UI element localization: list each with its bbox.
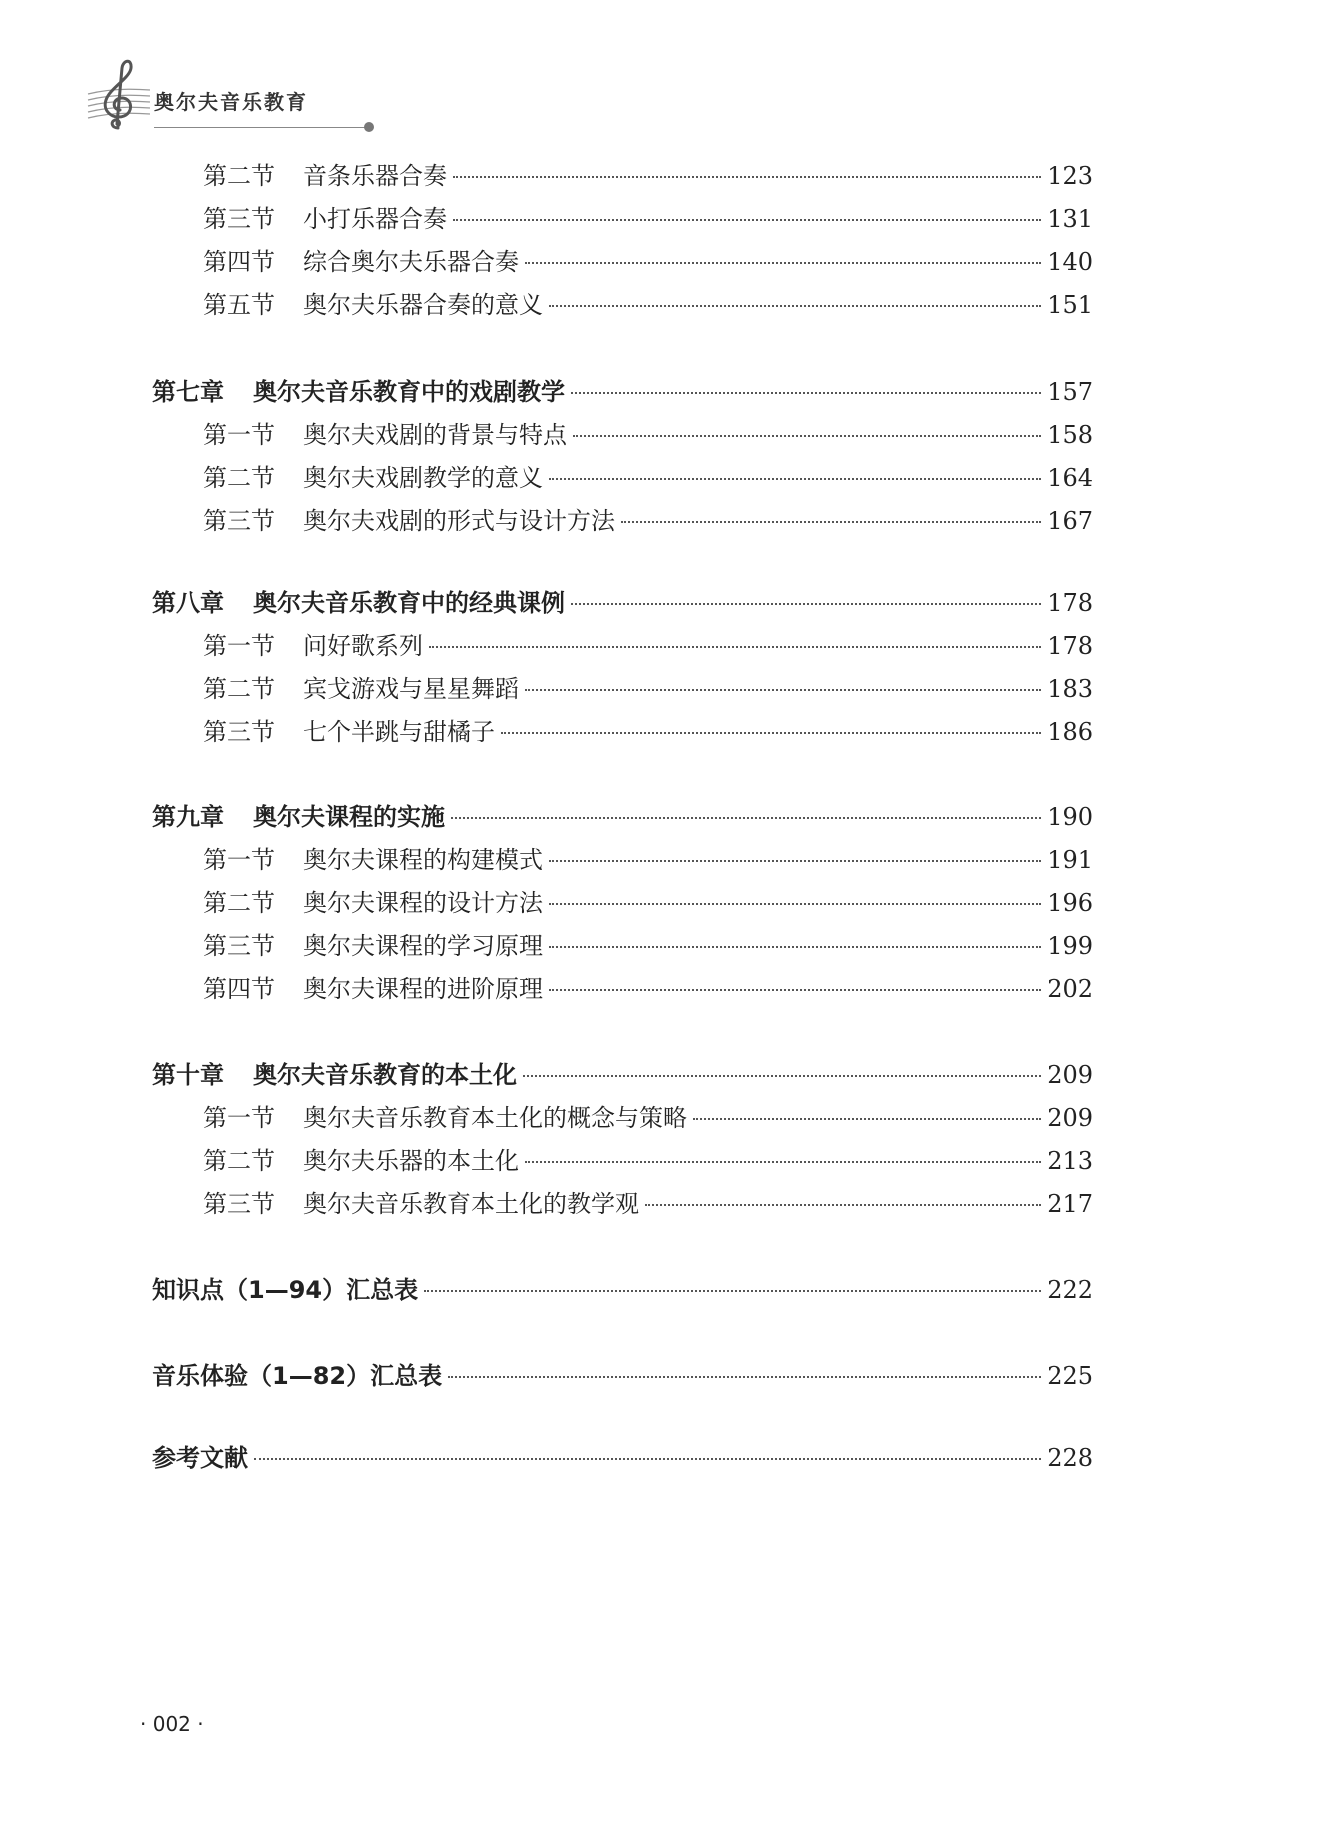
treble-clef-icon [84,54,154,134]
toc-section-entry[interactable] [203,1143,1093,1179]
toc-entry-page: 178 [1047,589,1093,617]
toc-entry-page: 178 [1047,632,1093,660]
toc-entry-title: 问好歌系列 [303,632,423,660]
toc-entry-number: 第五节 [203,291,275,319]
toc-section-entry[interactable] [203,460,1093,496]
dot-leader [571,390,1041,394]
toc-section-entry[interactable] [203,287,1093,323]
toc-entry-page: 199 [1047,932,1093,960]
header-rule [154,127,366,128]
toc-entry-number: 第二节 [203,889,275,917]
dot-leader [501,730,1041,734]
toc-section-entry[interactable] [203,1100,1093,1136]
toc-section-entry[interactable] [203,928,1093,964]
toc-appendix-entry[interactable] [152,1358,1093,1394]
toc-chapter-entry[interactable] [152,374,1093,410]
toc-section-entry[interactable] [203,628,1093,664]
toc-entry-title: 奥尔夫音乐教育的本土化 [253,1061,517,1089]
toc-entry-title: 奥尔夫音乐教育中的经典课例 [253,589,565,617]
toc-entry-number: 第四节 [203,248,275,276]
dot-leader [693,1116,1041,1120]
toc-entry-title: 宾戈游戏与星星舞蹈 [303,675,519,703]
toc-entry-page: 190 [1047,803,1093,831]
toc-entry-title: 奥尔夫戏剧的背景与特点 [303,421,567,449]
toc-entry-page: 191 [1047,846,1093,874]
dot-leader [525,260,1041,264]
toc-section-entry[interactable] [203,971,1093,1007]
toc-entry-page: 158 [1047,421,1093,449]
toc-entry-number: 第一节 [203,632,275,660]
toc-entry-title: 奥尔夫课程的设计方法 [303,889,543,917]
toc-entry-title: 奥尔夫音乐教育本土化的概念与策略 [303,1104,687,1132]
page-number: · 002 · [140,1712,204,1736]
toc-entry-page: 164 [1047,464,1093,492]
toc-section-entry[interactable] [203,671,1093,707]
toc-appendix-entry[interactable] [152,1272,1093,1308]
running-header [84,54,374,134]
toc-entry-page: 213 [1047,1147,1093,1175]
dot-leader [525,687,1041,691]
toc-entry-page: 140 [1047,248,1093,276]
toc-section-entry[interactable] [203,842,1093,878]
dot-leader [254,1456,1041,1460]
toc-entry-number: 第一节 [203,421,275,449]
toc-entry-page: 217 [1047,1190,1093,1218]
toc-entry-number: 第一节 [203,846,275,874]
toc-section-entry[interactable] [203,503,1093,539]
toc-entry-title: 奥尔夫戏剧教学的意义 [303,464,543,492]
toc-entry-page: 196 [1047,889,1093,917]
toc-entry-page: 123 [1047,162,1093,190]
toc-entry-page: 209 [1047,1061,1093,1089]
toc-entry-number: 第二节 [203,464,275,492]
toc-section-entry[interactable] [203,417,1093,453]
toc-entry-number: 第三节 [203,1190,275,1218]
toc-entry-title: 小打乐器合奏 [303,205,447,233]
toc-entry-page: 202 [1047,975,1093,1003]
toc-chapter-entry[interactable] [152,1057,1093,1093]
toc-entry-title: 奥尔夫课程的实施 [253,803,445,831]
toc-entry-page: 228 [1047,1444,1093,1472]
toc-entry-title: 参考文献 [152,1444,248,1472]
toc-appendix-entry[interactable] [152,1440,1093,1476]
toc-entry-number: 第七章 [152,378,224,406]
toc-entry-page: 167 [1047,507,1093,535]
toc-entry-title: 奥尔夫音乐教育本土化的教学观 [303,1190,639,1218]
toc-entry-title: 音条乐器合奏 [303,162,447,190]
dot-leader [453,217,1041,221]
dot-leader [429,644,1041,648]
dot-leader [571,601,1041,605]
dot-leader [424,1288,1041,1292]
toc-entry-title: 奥尔夫课程的构建模式 [303,846,543,874]
toc-entry-page: 209 [1047,1104,1093,1132]
toc-entry-title: 奥尔夫课程的学习原理 [303,932,543,960]
toc-entry-title: 奥尔夫课程的进阶原理 [303,975,543,1003]
toc-entry-page: 183 [1047,675,1093,703]
toc-entry-title: 音乐体验（1—82）汇总表 [152,1362,443,1390]
toc-entry-title: 奥尔夫戏剧的形式与设计方法 [303,507,615,535]
header-title: 奥尔夫音乐教育 [154,90,308,114]
dot-leader [549,987,1041,991]
toc-entry-page: 186 [1047,718,1093,746]
header-rule-dot [364,122,374,132]
toc-entry-number: 第十章 [152,1061,224,1089]
toc-entry-number: 第三节 [203,932,275,960]
dot-leader [523,1073,1041,1077]
toc-section-entry[interactable] [203,158,1093,194]
toc-section-entry[interactable] [203,885,1093,921]
toc-chapter-entry[interactable] [152,585,1093,621]
toc-chapter-entry[interactable] [152,799,1093,835]
toc-entry-number: 第三节 [203,507,275,535]
toc-entry-number: 第二节 [203,1147,275,1175]
dot-leader [549,303,1041,307]
toc-entry-title: 奥尔夫音乐教育中的戏剧教学 [253,378,565,406]
toc-entry-page: 222 [1047,1276,1093,1304]
toc-entry-page: 225 [1047,1362,1093,1390]
toc-entry-number: 第三节 [203,205,275,233]
toc-entry-number: 第一节 [203,1104,275,1132]
toc-section-entry[interactable] [203,714,1093,750]
dot-leader [549,858,1041,862]
dot-leader [645,1202,1041,1206]
dot-leader [549,476,1041,480]
toc-section-entry[interactable] [203,201,1093,237]
dot-leader [621,519,1041,523]
toc-section-entry[interactable] [203,1186,1093,1222]
toc-entry-page: 157 [1047,378,1093,406]
dot-leader [448,1374,1041,1378]
dot-leader [573,433,1041,437]
toc-section-entry[interactable] [203,244,1093,280]
toc-entry-number: 第二节 [203,675,275,703]
dot-leader [525,1159,1041,1163]
toc-entry-page: 131 [1047,205,1093,233]
dot-leader [453,174,1041,178]
toc-entry-title: 奥尔夫乐器的本土化 [303,1147,519,1175]
dot-leader [549,944,1041,948]
toc-entry-title: 奥尔夫乐器合奏的意义 [303,291,543,319]
toc-entry-number: 第三节 [203,718,275,746]
toc-entry-title: 知识点（1—94）汇总表 [152,1276,419,1304]
dot-leader [549,901,1041,905]
toc-entry-title: 综合奥尔夫乐器合奏 [303,248,519,276]
toc-entry-page: 151 [1047,291,1093,319]
toc-entry-number: 第二节 [203,162,275,190]
toc-entry-title: 七个半跳与甜橘子 [303,718,495,746]
toc-entry-number: 第八章 [152,589,224,617]
dot-leader [451,815,1041,819]
toc-entry-number: 第四节 [203,975,275,1003]
toc-entry-number: 第九章 [152,803,224,831]
